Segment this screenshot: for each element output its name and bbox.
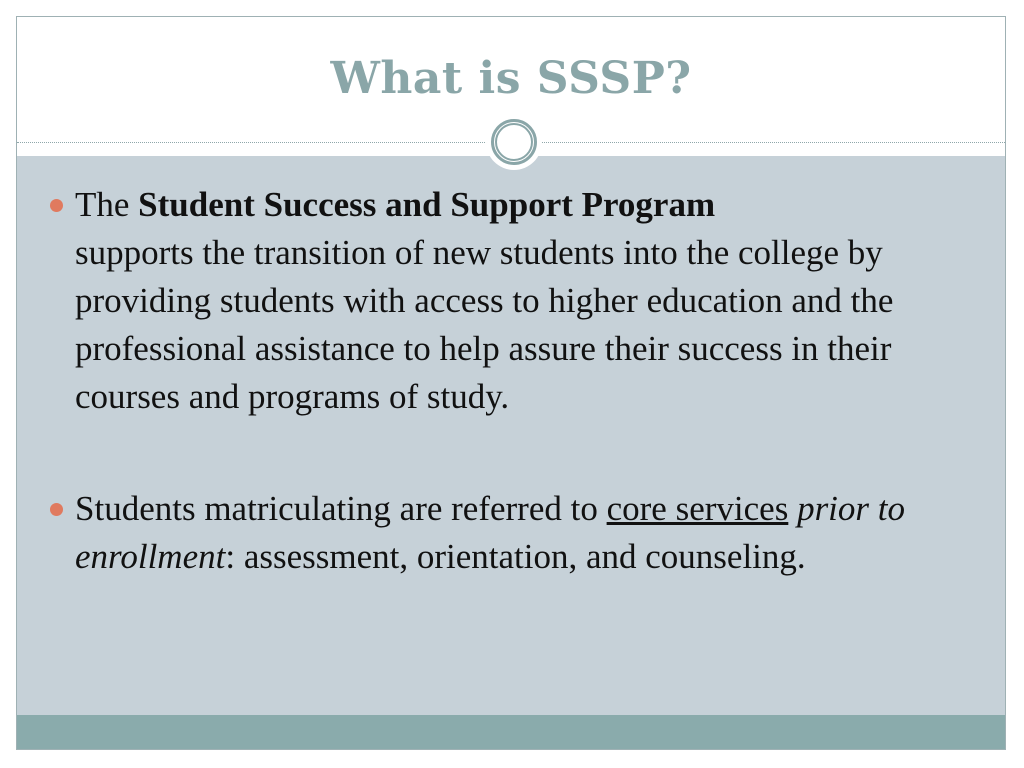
program-name: Student Success and Support Program	[138, 185, 716, 224]
bullet-dot-icon	[50, 503, 63, 516]
circle-ornament-icon	[486, 114, 542, 170]
bullet-lead-text: The	[75, 185, 139, 224]
slide-title: What is SSSP?	[330, 53, 692, 104]
core-services-text: core services	[606, 489, 789, 528]
bullet-dot-icon	[50, 199, 63, 212]
bullet-body-text: supports the transition of new students into the college by providing students with access to higher education and the professional assistance to help assure their success in their courses and programs of study.	[75, 233, 894, 416]
bullet-item-core-services	[17, 485, 1005, 581]
slide	[16, 16, 1006, 750]
prior-to-enrollment-text: prior to enrollment	[75, 489, 906, 576]
bullet-list	[17, 181, 1005, 581]
ornament-inner-ring	[495, 123, 533, 161]
footer-band	[17, 715, 1005, 749]
bullet-item-sssp-definition	[17, 181, 1005, 421]
services-list-text: : assessment, orientation, and counseling.	[225, 537, 806, 576]
bullet-lead-text: Students matriculating are referred to	[75, 489, 607, 528]
